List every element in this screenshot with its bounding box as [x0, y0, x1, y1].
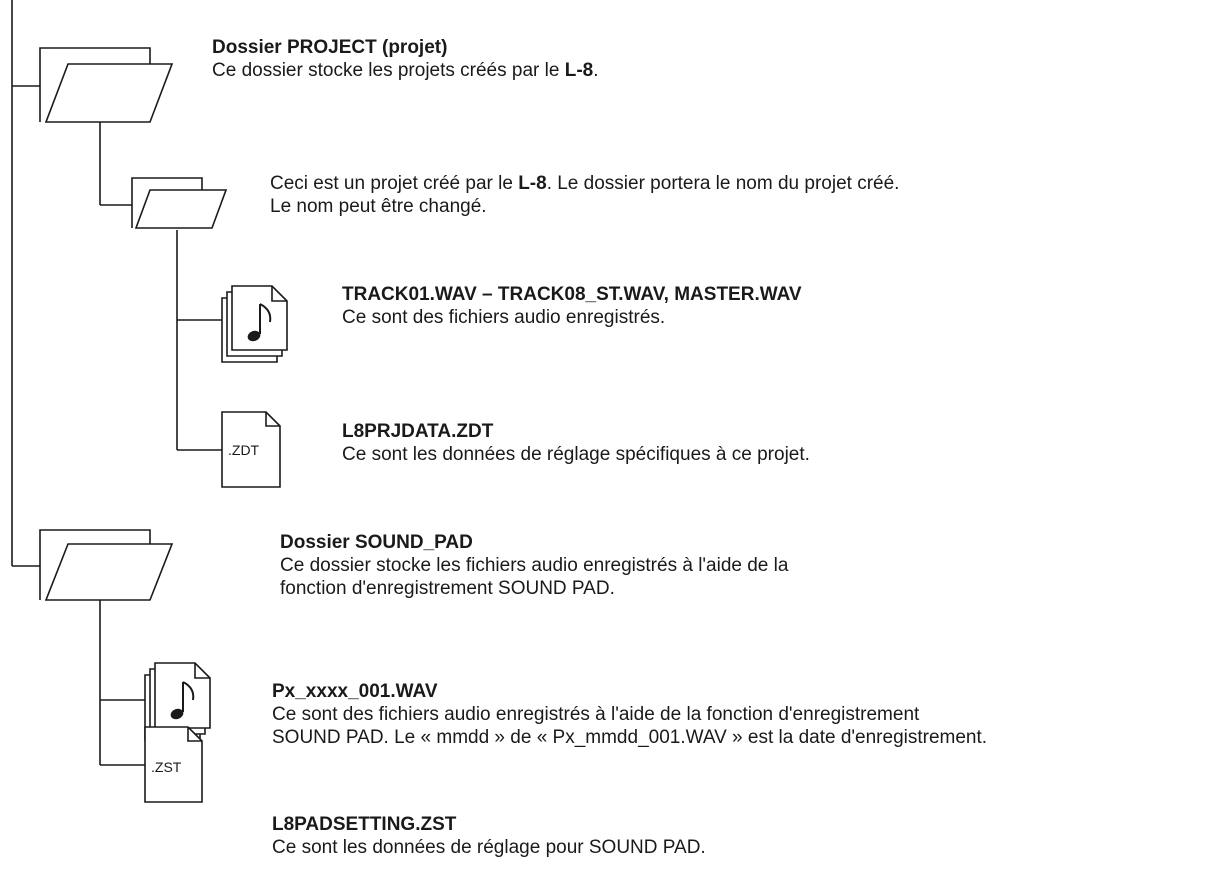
project-subfolder-line1-start: Ceci est un projet créé par le	[270, 173, 519, 194]
pad-setting-description	[272, 813, 706, 859]
project-folder-text	[212, 59, 599, 82]
project-folder-text-start: Ce dossier stocke les projets créés par le	[212, 60, 565, 81]
pad-files-line2: SOUND PAD. Le « mmdd » de « Px_mmdd_001.WAV » est la date d'enregistrement.	[272, 727, 988, 748]
prj-data-text: Ce sont les données de réglage spécifiques à ce projet.	[342, 444, 810, 465]
pad-files-title: Px_xxxx_001.WAV	[272, 681, 438, 702]
project-subfolder-line1-end: . Le dossier portera le nom du projet créé.	[546, 173, 900, 194]
sound-pad-folder-description	[280, 531, 788, 600]
project-subfolder-icon	[132, 178, 226, 228]
zdt-ext-label: .ZDT	[228, 442, 260, 458]
track-audio-files-icon	[222, 286, 287, 362]
pad-setting-title: L8PADSETTING.ZST	[272, 814, 457, 835]
prj-data-description	[342, 420, 810, 466]
project-folder-title: Dossier PROJECT (projet)	[212, 37, 448, 58]
zst-ext-label: .ZST	[151, 759, 182, 775]
track-files-description	[342, 283, 802, 329]
project-folder-description	[212, 36, 599, 82]
sound-pad-folder-title: Dossier SOUND_PAD	[280, 532, 473, 553]
project-subfolder-line1	[270, 172, 899, 195]
track-files-title: TRACK01.WAV – TRACK08_ST.WAV, MASTER.WAV	[342, 284, 802, 305]
sound-pad-folder-icon	[40, 530, 172, 600]
pad-setting-text: Ce sont les données de réglage pour SOUND PAD.	[272, 837, 706, 858]
pad-files-line1: Ce sont des fichiers audio enregistrés à l'aide de la fonction d'enregistrement	[272, 704, 920, 725]
brand-name: L-8	[518, 173, 547, 194]
project-subfolder-description	[270, 172, 899, 218]
brand-name: L-8	[564, 60, 594, 81]
track-files-text: Ce sont des fichiers audio enregistrés.	[342, 307, 666, 328]
prj-data-title: L8PRJDATA.ZDT	[342, 421, 494, 442]
sound-pad-folder-line1: Ce dossier stocke les fichiers audio enregistrés à l'aide de la	[280, 555, 789, 576]
project-subfolder-line2: Le nom peut être changé.	[270, 196, 487, 217]
project-folder-text-end: .	[593, 60, 599, 81]
sound-pad-folder-line2: fonction d'enregistrement SOUND PAD.	[280, 578, 615, 599]
project-folder-icon	[40, 48, 172, 122]
pad-files-description	[272, 680, 987, 749]
